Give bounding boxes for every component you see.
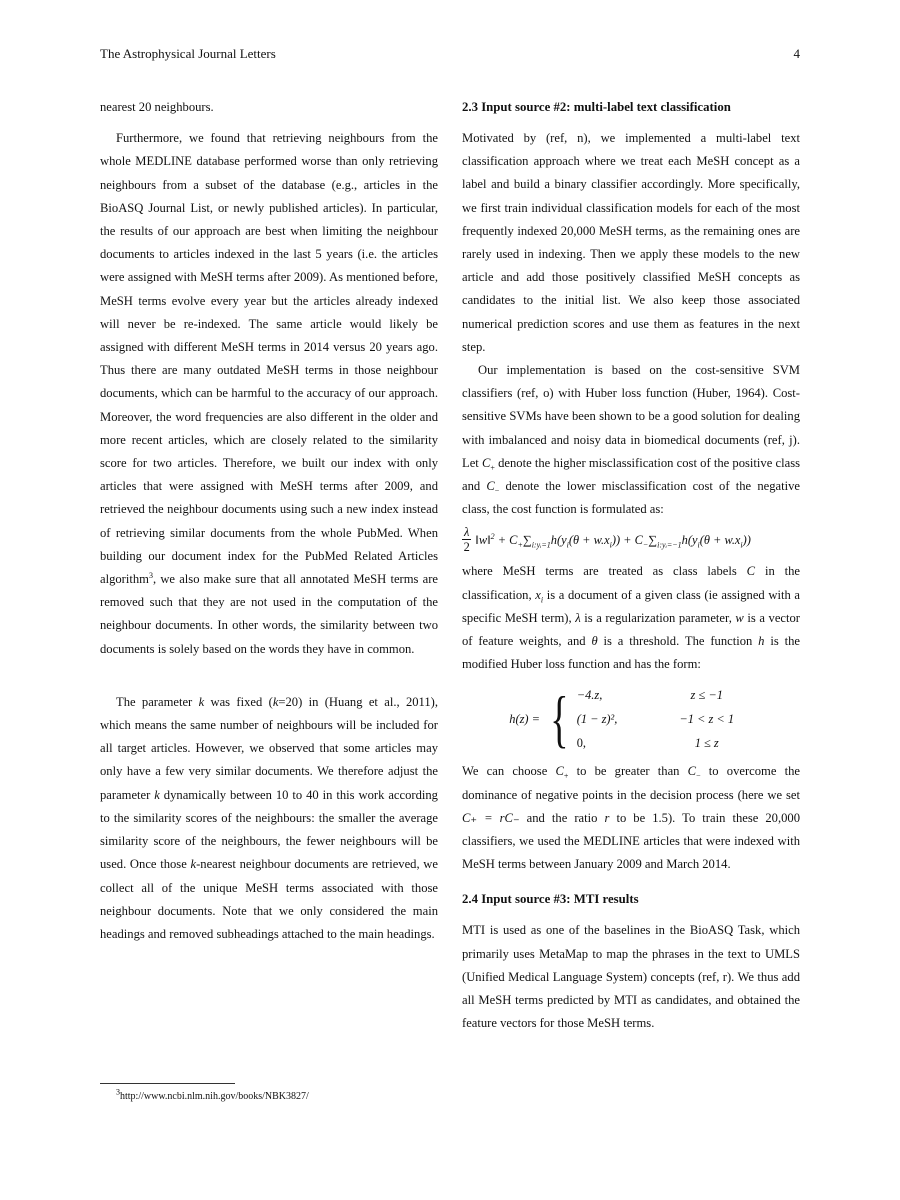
section-heading-2-3: 2.3 Input source #2: multi-label text classification — [462, 100, 731, 114]
text: Our implementation is based on the cost-sensitive SVM classifiers (ref, o) with Huber loss function (Huber, 1964). Cost-sensitive SVMs have been shown to be a good solution for dealing with imbalanced and noisy data in biomedical documents (ref, j). Let — [462, 363, 800, 470]
section-heading-2-4: 2.4 Input source #3: MTI results — [462, 892, 639, 907]
case-value: (1 − z)², — [576, 712, 618, 727]
eq-term: (θ + w.x — [568, 532, 610, 547]
subscript: + — [563, 771, 569, 781]
footnote — [116, 1087, 309, 1104]
footnote-url: http://www.ncbi.nlm.nih.gov/books/NBK3827/ — [120, 1091, 309, 1102]
subscript: + — [490, 463, 495, 473]
paragraph-parameter-k — [100, 691, 438, 946]
eq-sub: + — [517, 540, 523, 550]
eq-term: )) — [742, 532, 751, 547]
footnote-number: 3 — [116, 1087, 120, 1097]
text: is a regularization parameter, — [580, 610, 736, 625]
text: Furthermore, we found that retrieving neighbours from the whole MEDLINE database performed worse than only retrieving neighbours from a subset of the database (e.g., articles in the BioASQ Journal List, or newly published articles). In particular, the results of our approach are best when limiting the neighbour documents to articles indexed in the last 5 years (i.e. the articles were assigned with MeSH terms after 2009). As mentioned before, MeSH terms evolve every year but the articles already indexed will never be re-indexed. The same article would likely be assigned with different MeSH terms in 2014 versus 20 years ago. Thus there are many outdated MeSH terms in those neighbour documents, which can be harmful to the accuracy of our approach. Moreover, the word frequencies are also different in the older and more recent articles, which are closely related to the similarity score for two articles. Therefore, we built our index with only articles that were assigned with MeSH terms after 2009, and retrieved the neighbour documents using such a new index instead of retrieving similar documents from the whole PubMed. When building our document index for the PubMed Related Articles algorithm — [100, 131, 438, 587]
piecewise-lhs: h(z) = — [509, 711, 540, 726]
cost-function-equation — [462, 525, 814, 554]
journal-title: The Astrophysical Journal Letters — [100, 46, 276, 61]
math-c: C — [481, 455, 491, 470]
left-column — [100, 96, 438, 946]
math-k: k — [154, 787, 160, 802]
text: is a threshold. The function — [597, 634, 759, 649]
eq-sub: i — [566, 540, 569, 550]
text: The parameter — [116, 694, 199, 709]
text: to overcome the dominance of negative points in the decision process (here we set — [462, 764, 800, 802]
eq-sub: i:yᵢ=−1 — [657, 540, 682, 550]
huber-loss-equation — [462, 684, 800, 754]
text: was fixed ( — [204, 694, 273, 709]
text: dynamically between 10 to 40 in this work according to the similarity scores of the neighbours: the smaller the average similarity score of the neighbours, the fewer neighbours will be used. Once those — [100, 787, 438, 872]
page-number: 4 — [793, 46, 800, 61]
paragraph-mti — [462, 919, 800, 1035]
footnote-rule — [100, 1083, 235, 1084]
text: denote the higher misclassification cost of the positive class and — [462, 455, 800, 494]
subscript: − — [494, 486, 500, 496]
math-w: w — [735, 610, 744, 625]
case-value: 0, — [576, 736, 587, 751]
math-c: C — [486, 479, 495, 494]
footnote-mark: 3 — [148, 570, 153, 580]
equation-body — [475, 529, 751, 551]
eq-term: h(y — [681, 532, 698, 547]
paragraph-training — [462, 760, 800, 876]
text: , we also make sure that all annotated MeSH terms are removed such that they are not used in the computation of the neighbour documents. In other words, the similarity between two documents is solely based on the words they have in common. — [100, 572, 438, 656]
math-c: C — [746, 564, 756, 579]
eq-term: (θ + w.x — [699, 532, 741, 547]
math-c: C — [555, 764, 564, 779]
math-c: C — [687, 764, 697, 779]
text: nearest 20 neighbours. — [100, 100, 214, 114]
case-condition: 1 ≤ z — [694, 736, 719, 751]
text: is a document of a given class (ie assigned with a specific MeSH term), — [462, 587, 800, 625]
text: where MeSH terms are treated as class labels — [462, 564, 747, 579]
eq-sub: − — [642, 540, 649, 550]
eq-term: h(y — [550, 532, 567, 547]
text: Motivated by (ref, n), we implemented a multi-label text classification approach where we treat each MeSH concept as a label and build a binary classifier accordingly. More specifically, we first train individual classification models for each of the most frequently indexed 20,000 MeSH terms, as the remaining ones are rarely used in indexing. Then we apply these models to the new article and add those positively classified MeSH concepts as candidates to the initial list. We also keep those associated numerical prediction scores and use them as features in the next step. — [462, 131, 800, 354]
math-k: k — [272, 694, 279, 709]
math-expression: C₊ = rC₋ — [462, 810, 520, 825]
text: is the modified Huber loss function and has the form: — [462, 634, 800, 672]
eq-term: + C — [494, 532, 518, 547]
math-k: k — [198, 694, 205, 709]
paragraph-continued — [100, 96, 438, 119]
fraction-denominator: 2 — [463, 540, 470, 555]
text: to be greater than — [568, 764, 688, 779]
case-condition: −1 < z < 1 — [679, 712, 735, 727]
right-column — [462, 96, 800, 1036]
text: denote the lower misclassification cost of the negative class, the cost function is formulated as: — [462, 479, 800, 517]
math-r: r — [604, 810, 610, 825]
sum-symbol: ∑ — [522, 532, 532, 547]
text: -nearest neighbour documents are retrieved, we collect all of the unique MeSH terms associated with those neighbour documents. Note that we only considered the main headings and removed subheadings attached to the main headings. — [100, 857, 438, 941]
math-x: x — [535, 587, 541, 602]
running-header — [100, 46, 800, 68]
eq-term: )) + C — [611, 532, 643, 547]
math-k: k — [190, 857, 197, 872]
text: MTI is used as one of the baselines in the BioASQ Task, which primarily uses MetaMap to map the phrases in the text to UMLS (Unified Medical Language System) concepts (ref, r). We thus add all MeSH terms predicted by MTI as candidates, and obtained the feature vectors for those MeSH terms. — [462, 923, 800, 1031]
math-theta: θ — [591, 634, 598, 649]
paragraph-neighbour-database — [100, 127, 438, 661]
math-h: h — [758, 634, 765, 649]
text: and the ratio — [519, 810, 605, 825]
paragraph-multilabel — [462, 127, 800, 359]
text: in the classification, — [462, 564, 801, 602]
lambda-fraction — [462, 525, 471, 554]
case-value: −4.z, — [576, 688, 603, 703]
eq-sub: i — [740, 540, 743, 550]
text: to be 1.5). To train these 20,000 classifiers, we used the MEDLINE articles that were indexed with MeSH terms between January 2009 and March 2014. — [462, 810, 801, 872]
subscript: i — [540, 595, 544, 605]
math-lambda: λ — [575, 610, 581, 625]
text: is a vector of feature weights, and — [462, 610, 800, 649]
text: We can choose — [462, 764, 556, 779]
eq-term: ‖w‖ — [475, 532, 491, 547]
subscript: − — [696, 771, 701, 781]
eq-sub: i — [609, 540, 612, 550]
sum-symbol: ∑ — [648, 532, 658, 547]
left-brace: { — [550, 683, 569, 755]
case-condition: z ≤ −1 — [690, 688, 723, 703]
paragraph-definitions — [462, 560, 800, 676]
eq-sup: 2 — [490, 531, 495, 541]
piecewise-cases — [577, 684, 753, 754]
text: =20) in (Huang et al., 2011), which means the same number of neighbours will be included for all target articles. However, we observed that some articles may only have a few very similar documents. We therefore adjust the parameter — [100, 694, 439, 802]
eq-sub: i:yᵢ=1 — [531, 540, 551, 550]
paragraph-svm — [462, 359, 800, 521]
fraction-numerator: λ — [464, 525, 470, 540]
eq-sub: i — [697, 540, 700, 550]
